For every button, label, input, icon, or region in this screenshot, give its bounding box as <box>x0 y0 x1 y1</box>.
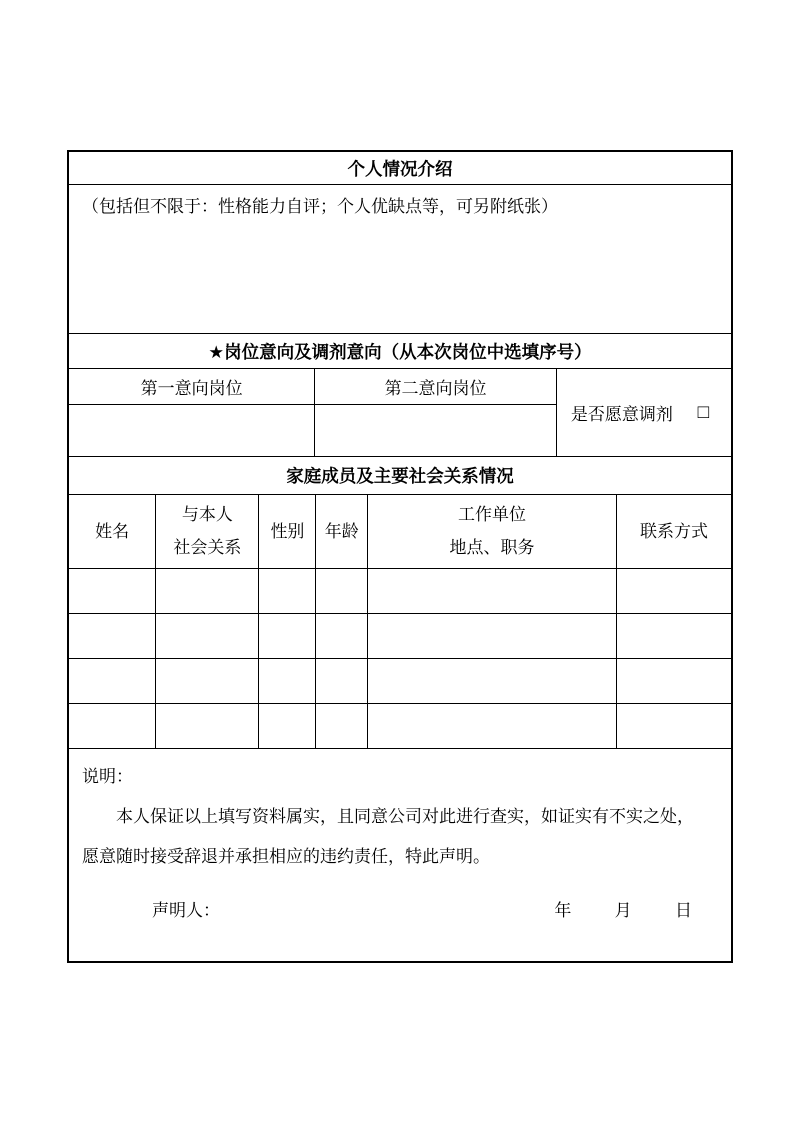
declaration-body <box>82 797 718 877</box>
family-cell[interactable] <box>259 613 316 658</box>
header-name: 姓名 <box>69 495 156 568</box>
header-work-unit: 工作单位 地点、职务 <box>368 495 617 568</box>
section-title-personal-intro: 个人情况介绍 <box>69 152 731 185</box>
family-cell[interactable] <box>69 658 156 703</box>
signer-label: 声明人： <box>152 900 220 920</box>
date-year-label: 年 <box>554 900 572 920</box>
family-members-table <box>69 495 731 749</box>
family-cell[interactable] <box>156 658 259 703</box>
declaration-section <box>69 749 731 962</box>
personal-intro-input-area[interactable] <box>69 185 731 334</box>
date-day-label: 日 <box>675 900 692 920</box>
family-row <box>69 703 731 748</box>
family-cell[interactable] <box>616 613 731 658</box>
family-cell[interactable] <box>259 658 316 703</box>
signature-line <box>82 893 718 929</box>
job-intention-grid <box>69 369 731 457</box>
family-cell[interactable] <box>368 568 617 613</box>
family-cell[interactable] <box>616 658 731 703</box>
date-month-label: 月 <box>614 900 632 920</box>
family-cell[interactable] <box>316 658 368 703</box>
adjustment-label: 是否愿意调剂 <box>570 405 673 424</box>
personal-info-form <box>67 150 733 963</box>
family-cell[interactable] <box>616 568 731 613</box>
declaration-line: 愿意随时接受辞退并承担相应的违约责任，特此声明。 <box>82 846 490 866</box>
family-cell[interactable] <box>316 568 368 613</box>
family-cell[interactable] <box>368 703 617 748</box>
family-cell[interactable] <box>316 703 368 748</box>
family-cell[interactable] <box>259 568 316 613</box>
family-cell[interactable] <box>316 613 368 658</box>
adjustment-checkbox[interactable]: □ <box>697 402 710 423</box>
family-cell[interactable] <box>259 703 316 748</box>
family-cell[interactable] <box>69 613 156 658</box>
date-fields <box>554 893 692 929</box>
family-row <box>69 658 731 703</box>
section-title-job-intention: ★岗位意向及调剂意向（从本次岗位中选填序号） <box>69 334 731 369</box>
header-gender: 性别 <box>259 495 316 568</box>
family-cell[interactable] <box>368 658 617 703</box>
family-cell[interactable] <box>156 613 259 658</box>
header-contact: 联系方式 <box>616 495 731 568</box>
header-relationship: 与本人 社会关系 <box>156 495 259 568</box>
family-cell[interactable] <box>69 568 156 613</box>
family-cell[interactable] <box>616 703 731 748</box>
family-cell[interactable] <box>368 613 617 658</box>
family-header-row <box>69 495 731 568</box>
family-row <box>69 568 731 613</box>
family-row <box>69 613 731 658</box>
header-age: 年龄 <box>316 495 368 568</box>
family-cell[interactable] <box>156 568 259 613</box>
declaration-line: 本人保证以上填写资料属实，且同意公司对此进行查实，如证实有不实之处， <box>116 806 694 826</box>
declaration-label: 说明： <box>82 766 133 786</box>
second-choice-input-cell[interactable] <box>315 405 557 456</box>
second-choice-label: 第二意向岗位 <box>315 369 557 405</box>
personal-intro-hint: （包括但不限于：性格能力自评；个人优缺点等，可另附纸张） <box>82 197 558 216</box>
family-cell[interactable] <box>156 703 259 748</box>
adjustment-cell <box>557 369 731 456</box>
section-title-family-members: 家庭成员及主要社会关系情况 <box>69 457 731 495</box>
first-choice-label: 第一意向岗位 <box>69 369 315 405</box>
first-choice-input-cell[interactable] <box>69 405 315 456</box>
family-cell[interactable] <box>69 703 156 748</box>
